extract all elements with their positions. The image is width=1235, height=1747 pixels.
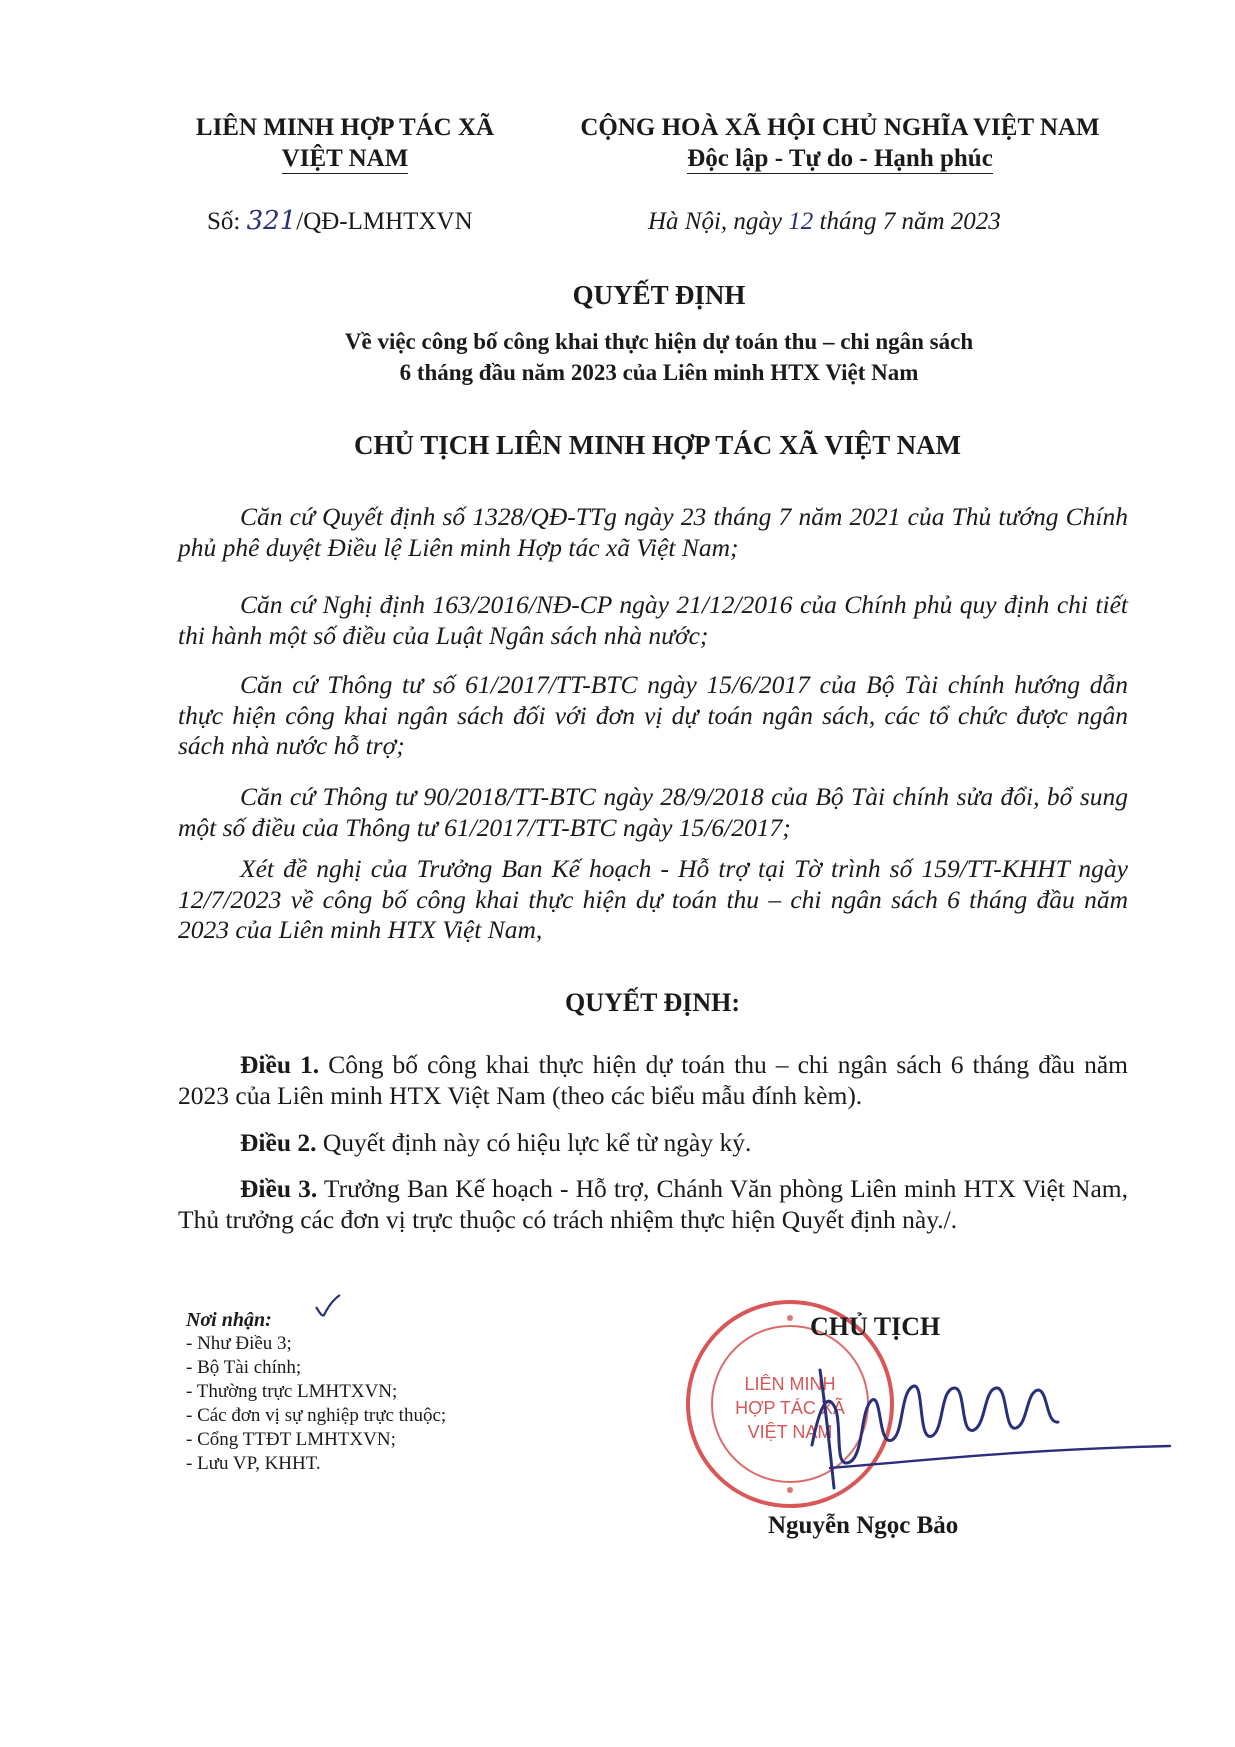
article-3-label: Điều 3. (240, 1174, 318, 1203)
issuing-organization (170, 112, 520, 174)
decision-heading: QUYẾT ĐỊNH: (564, 988, 741, 1017)
recipient-item: - Như Điều 3; (186, 1333, 292, 1354)
signer-title: CHỦ TỊCH (810, 1312, 941, 1341)
subject-line-2: 6 tháng đầu năm 2023 của Liên minh HTX Việt Nam (399, 360, 919, 385)
recipient-item: - Cổng TTĐT LMHTXVN; (186, 1429, 396, 1450)
org-line-1: LIÊN MINH HỢP TÁC XÃ (195, 114, 495, 141)
national-motto: Độc lập - Tự do - Hạnh phúc (687, 145, 993, 172)
recipients-block (186, 1308, 446, 1476)
doc-no-handwritten: 321 (246, 206, 297, 236)
org-line-2: VIỆT NAM (281, 145, 409, 172)
document-subject (0, 326, 1235, 388)
signer-name: Nguyễn Ngọc Bảo (768, 1512, 959, 1539)
article-2-label: Điều 2. (240, 1128, 317, 1157)
legal-basis-2: Căn cứ Nghị định 163/2016/NĐ-CP ngày 21/12/2016 của Chính phủ quy định chi tiết thi hành một số điều của Luật Ngân sách nhà nước; (178, 590, 1128, 650)
article-1-text: Công bố công khai thực hiện dự toán thu – chi ngân sách 6 tháng đầu năm 2023 của Liên minh HTX Việt Nam (theo các biểu mẫu đính kèm). (178, 1050, 1128, 1110)
legal-basis-3: Căn cứ Thông tư số 61/2017/TT-BTC ngày 15/6/2017 của Bộ Tài chính hướng dẫn thực hiện công khai ngân sách đối với đơn vị dự toán ngân sách, các tổ chức được ngân sách nhà nước hỗ trợ; (178, 670, 1128, 760)
issuing-authority: CHỦ TỊCH LIÊN MINH HỢP TÁC XÃ VIỆT NAM (353, 430, 962, 460)
recipient-item: - Bộ Tài chính; (186, 1357, 302, 1378)
legal-basis-5: Xét đề nghị của Trưởng Ban Kế hoạch - Hỗ trợ tại Tờ trình số 159/TT-KHHT ngày 12/7/2023 về công bố công khai thực hiện dự toán thu – chi ngân sách 6 tháng đầu năm 2023 của Liên minh HTX Việt Nam, (178, 854, 1128, 944)
date-prefix: Hà Nội, ngày (648, 208, 789, 235)
seal-text-line-2: HỢP TÁC XÃ (735, 1398, 845, 1418)
article-3 (178, 1174, 1128, 1235)
article-1-label: Điều 1. (240, 1050, 320, 1079)
date-suffix: tháng 7 năm 2023 (813, 208, 1001, 235)
legal-basis-4: Căn cứ Thông tư 90/2018/TT-BTC ngày 28/9/2018 của Bộ Tài chính sửa đổi, bổ sung một số điều của Thông tư 61/2017/TT-BTC ngày 15/6/2017; (178, 782, 1128, 842)
article-1 (178, 1050, 1128, 1111)
handwritten-tick-mark (312, 1293, 342, 1321)
national-heading (540, 112, 1140, 174)
handwritten-signature (790, 1350, 1180, 1500)
seal-text-line-3: VIỆT NAM (747, 1422, 833, 1442)
place-and-date (648, 208, 1001, 236)
doc-no-suffix: /QĐ-LMHTXVN (296, 208, 473, 235)
date-day-handwritten: 12 (788, 208, 814, 235)
article-2-text: Quyết định này có hiệu lực kể từ ngày ký. (316, 1128, 752, 1157)
document-number (207, 206, 473, 236)
nation-name: CỘNG HOÀ XÃ HỘI CHỦ NGHĨA VIỆT NAM (580, 114, 1100, 141)
recipient-item: - Các đơn vị sự nghiệp trực thuộc; (186, 1405, 447, 1426)
article-2 (178, 1128, 1128, 1159)
subject-line-1: Về việc công bố công khai thực hiện dự toán thu – chi ngân sách (344, 329, 974, 354)
legal-basis-1: Căn cứ Quyết định số 1328/QĐ-TTg ngày 23 tháng 7 năm 2021 của Thủ tướng Chính phủ phê duyệt Điều lệ Liên minh Hợp tác xã Việt Nam; (178, 502, 1128, 562)
seal-text-line-1: LIÊN MINH (744, 1374, 836, 1394)
article-3-text: Trưởng Ban Kế hoạch - Hỗ trợ, Chánh Văn phòng Liên minh HTX Việt Nam, Thủ trưởng các đơn vị trực thuộc có trách nhiệm thực hiện Quyết định này./. (178, 1174, 1128, 1234)
recipient-item: - Thường trực LMHTXVN; (186, 1381, 398, 1402)
document-title: QUYẾT ĐỊNH (572, 280, 746, 310)
doc-no-prefix: Số: (207, 208, 247, 235)
recipients-heading: Nơi nhận: (186, 1309, 272, 1331)
recipient-item: - Lưu VP, KHHT. (186, 1453, 321, 1474)
